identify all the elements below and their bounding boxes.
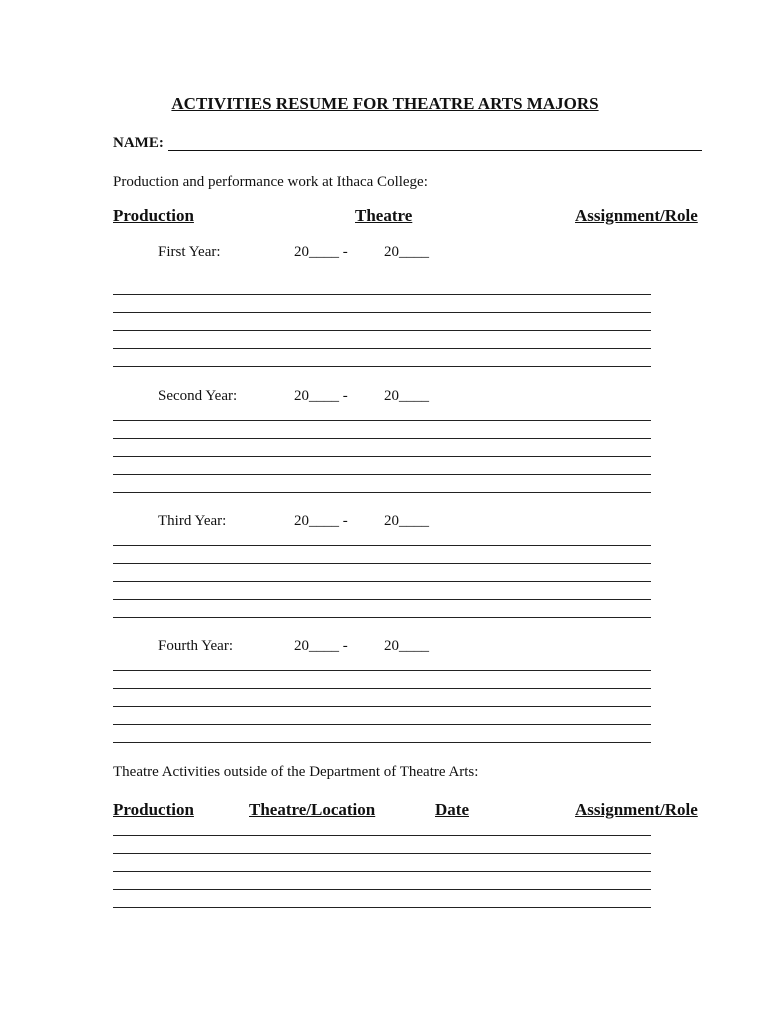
entry-line[interactable] [113,474,651,475]
year-label: Second Year: [158,388,238,404]
name-field-line[interactable] [168,150,702,151]
entry-line[interactable] [113,599,651,600]
year-label: Third Year: [158,513,227,529]
entry-line[interactable] [113,294,651,295]
entry-line[interactable] [113,330,651,331]
entry-line[interactable] [113,366,651,367]
header-outside-production: Production [113,800,194,819]
header-production: Production [113,206,194,225]
entry-line[interactable] [113,871,651,872]
year-label: First Year: [158,244,221,260]
header-outside-assignment-role: Assignment/Role [575,800,698,819]
entry-line[interactable] [113,456,651,457]
year-end: 20____ [384,244,429,260]
year-end: 20____ [384,388,429,404]
year-label: Fourth Year: [158,638,234,654]
year-end: 20____ [384,638,429,654]
year-start: 20____ - [294,513,348,529]
intro-text: Production and performance work at Ithaca College: [113,174,428,190]
header-assignment-role: Assignment/Role [575,206,698,225]
entry-line[interactable] [113,420,651,421]
year-start: 20____ - [294,638,348,654]
entry-line[interactable] [113,492,651,493]
entry-line[interactable] [113,889,651,890]
entry-line[interactable] [113,617,651,618]
entry-line[interactable] [113,348,651,349]
page-title: ACTIVITIES RESUME FOR THEATRE ARTS MAJORS [171,94,599,113]
name-label: NAME: [113,135,164,151]
entry-line[interactable] [113,563,651,564]
entry-line[interactable] [113,438,651,439]
entry-line[interactable] [113,853,651,854]
outside-activities-text: Theatre Activities outside of the Department of Theatre Arts: [113,764,479,780]
entry-line[interactable] [113,545,651,546]
year-start: 20____ - [294,388,348,404]
entry-line[interactable] [113,742,651,743]
year-end: 20____ [384,513,429,529]
entry-line[interactable] [113,706,651,707]
entry-line[interactable] [113,670,651,671]
entry-line[interactable] [113,312,651,313]
header-date: Date [435,800,469,819]
entry-line[interactable] [113,581,651,582]
entry-line[interactable] [113,688,651,689]
entry-line[interactable] [113,907,651,908]
header-theatre-location: Theatre/Location [249,800,376,819]
year-start: 20____ - [294,244,348,260]
entry-line[interactable] [113,724,651,725]
header-theatre: Theatre [355,206,413,225]
entry-line[interactable] [113,835,651,836]
